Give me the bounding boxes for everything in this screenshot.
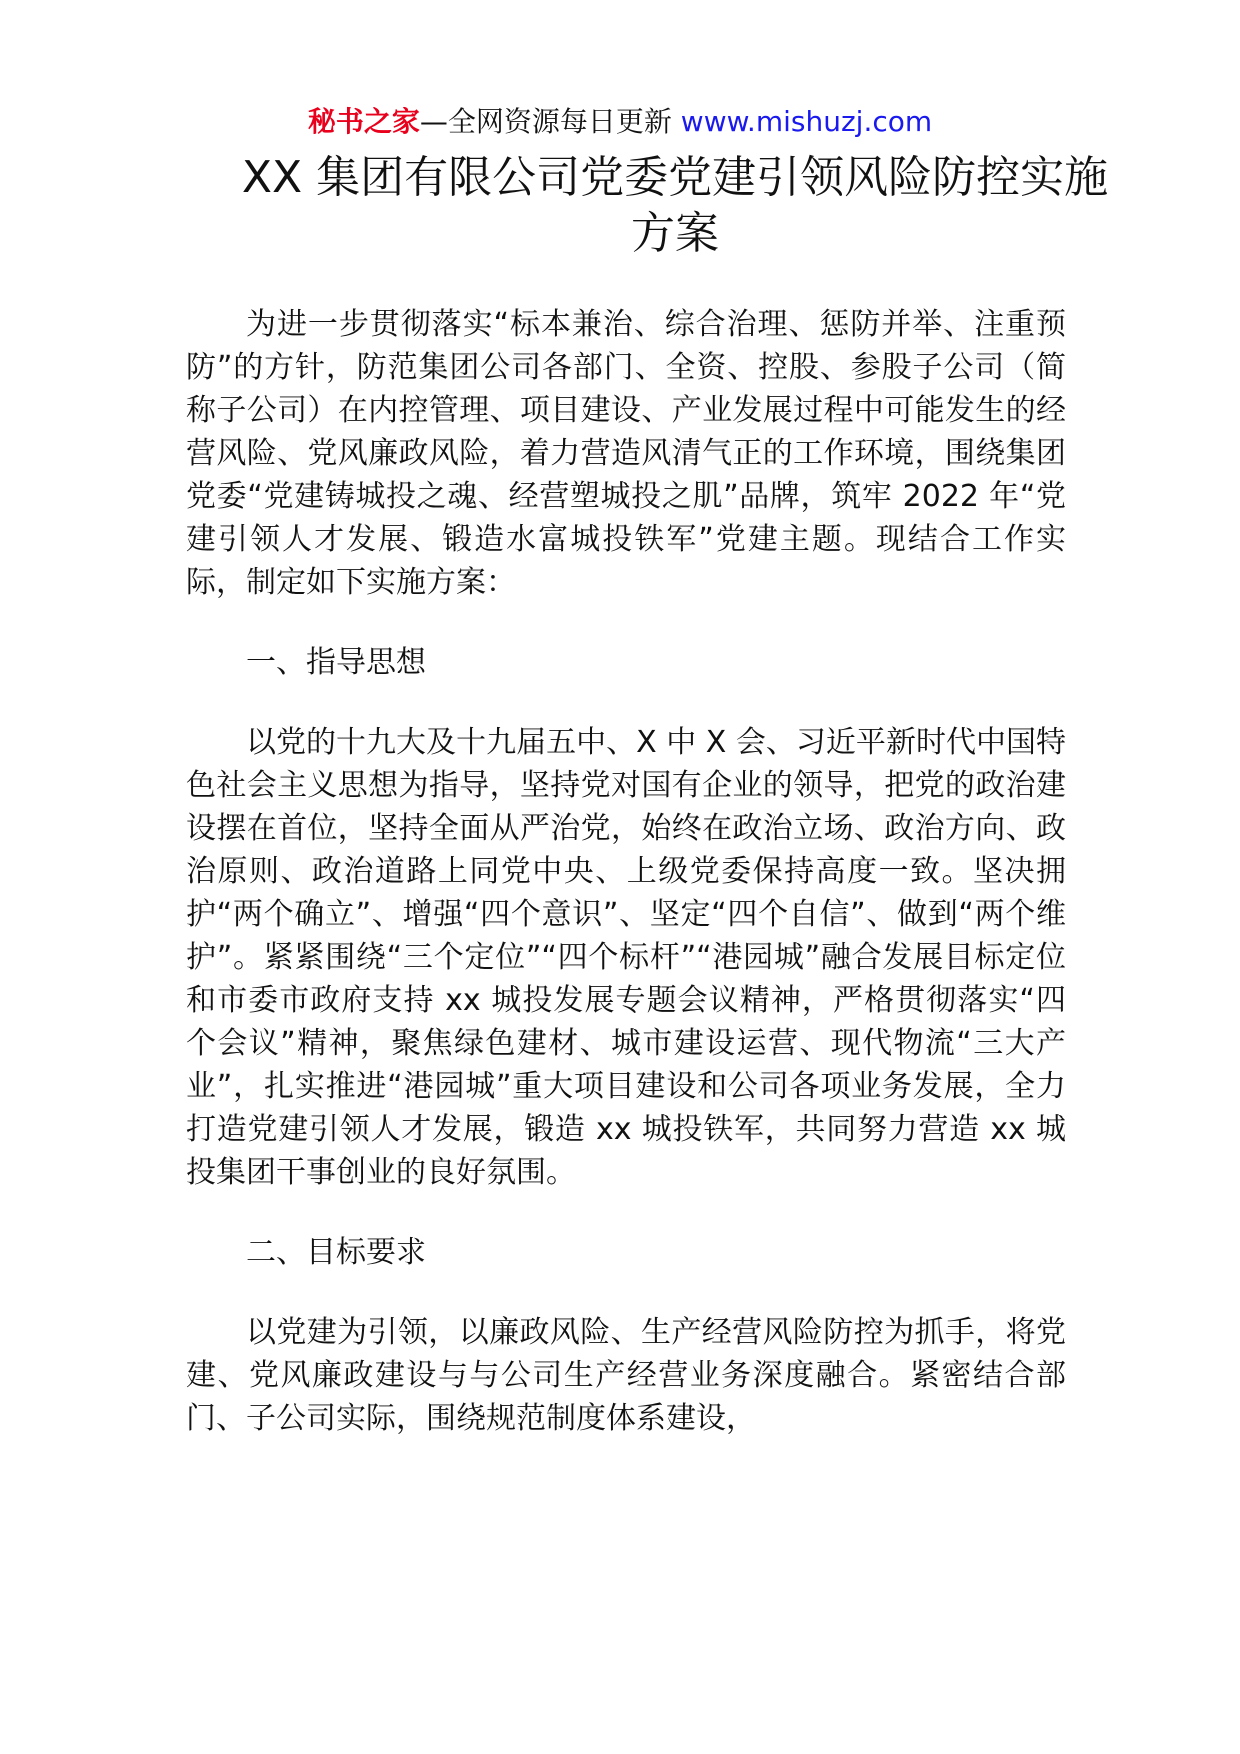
brand-name: 秘书之家	[307, 105, 420, 138]
intro-paragraph: 为进一步贯彻落实“标本兼治、综合治理、惩防并举、注重预防”的方针，防范集团公司各部门、全资、控股、参股子公司（简称子公司）在内控管理、项目建设、产业发展过程中可能发生的经营风险、党风廉政风险，着力营造风清气正的工作环境，围绕集团党委“党建铸城投之魂、经营塑城投之肌”品牌，筑牢 2022 年“党建引领人才发展、锻造水富城投铁军”党建主题。现结合工作实际，制定如下实施方案：	[186, 307, 1066, 600]
document-body	[186, 303, 1066, 1477]
site-url-link[interactable]: www.mishuzj.com	[680, 105, 933, 138]
document-title: XX 集团有限公司党委党建引领风险防控实施方案	[241, 152, 1109, 259]
site-header	[0, 102, 1240, 142]
section-heading-guiding-ideology: 一、指导思想	[246, 645, 426, 680]
section-heading-goals: 二、目标要求	[246, 1235, 426, 1270]
guiding-ideology-paragraph: 以党的十九大及十九届五中、X 中 X 会、习近平新时代中国特色社会主义思想为指导，坚持党对国有企业的领导，把党的政治建设摆在首位，坚持全面从严治党，始终在政治立场、政治方向、政治原则、政治道路上同党中央、上级党委保持高度一致。坚决拥护“两个确立”、增强“四个意识”、坚定“四个自信”、做到“两个维护”。紧紧围绕“三个定位”“四个标杆”“港园城”融合发展目标定位和市委市政府支持 xx 城投发展专题会议精神，严格贯彻落实“四个会议”精神，聚焦绿色建材、城市建设运营、现代物流“三大产业”，扎实推进“港园城”重大项目建设和公司各项业务发展，全力打造党建引领人才发展，锻造 xx 城投铁军，共同努力营造 xx 城投集团干事创业的良好氛围。	[186, 725, 1066, 1190]
goals-paragraph: 以党建为引领，以廉政风险、生产经营风险防控为抓手，将党建、党风廉政建设与与公司生产经营业务深度融合。紧密结合部门、子公司实际，围绕规范制度体系建设，	[186, 1315, 1066, 1436]
header-tagline: —全网资源每日更新	[419, 105, 672, 138]
